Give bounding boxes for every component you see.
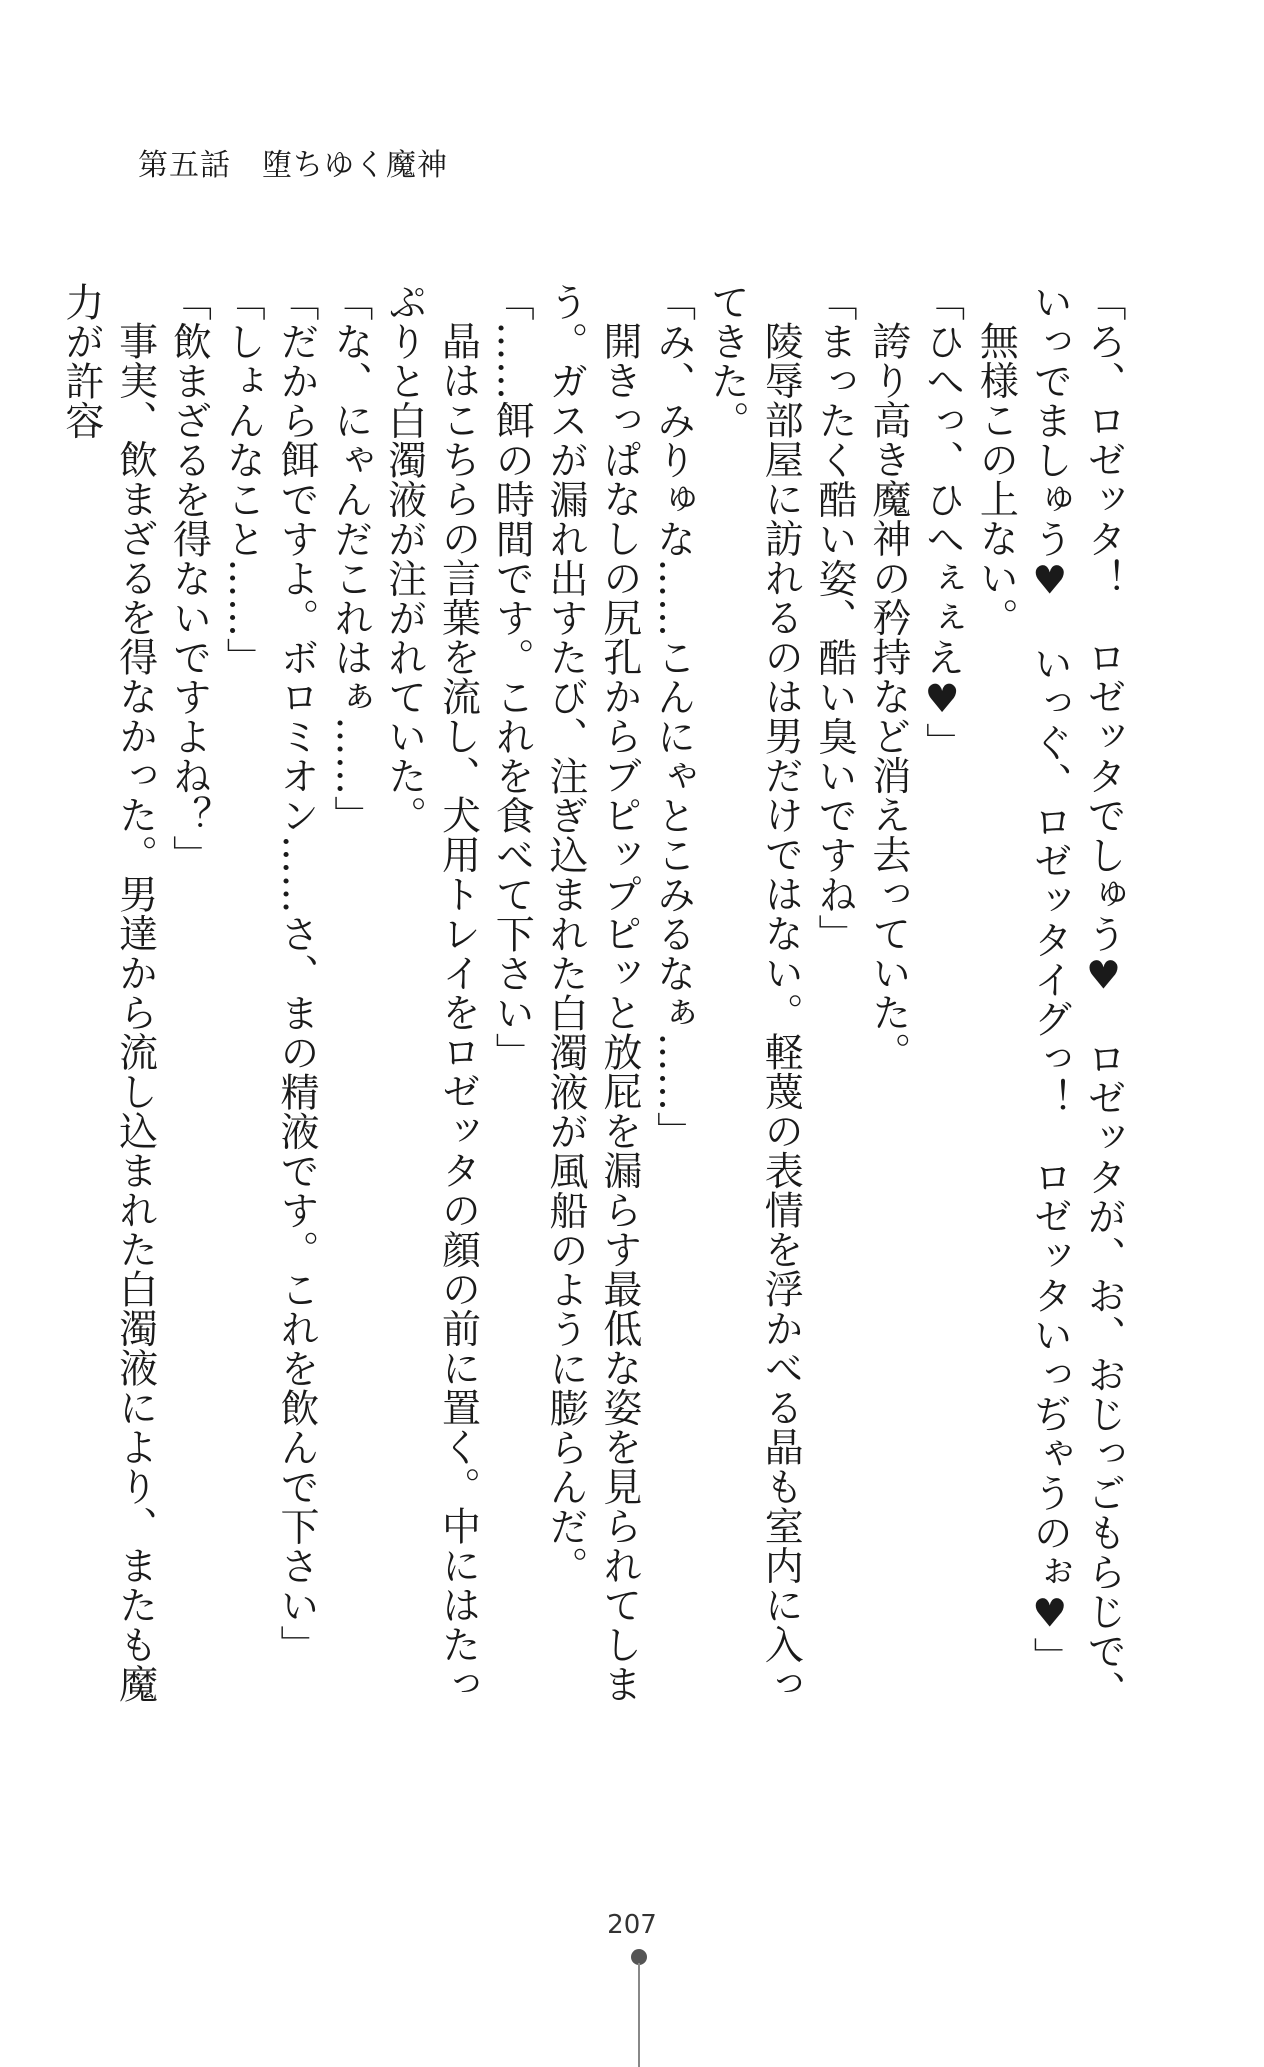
- paragraph: 「ろ、ロゼッタ！ ロゼッタでしゅう♥ ロゼッタが、お、おじっごもらじで、いっでましゅう♥ いっぐ、ロゼッタイグっ！ ロゼッタいっぢゃうのぉ♥」: [1027, 282, 1126, 1710]
- paragraph: 「ひへっ、ひへぇぇえ♥」: [919, 282, 965, 762]
- paragraph: 晶はこちらの言葉を流し、犬用トレイをロゼッタの顔の前に置く。中にはたっぷりと白濁液が注がれていた。: [381, 282, 481, 1704]
- paragraph: 「……餌の時間です。これを食べて下さい」: [489, 282, 535, 1072]
- paragraph: 「な、にゃんだこれはぁ……」: [327, 282, 373, 835]
- paragraph: 事実、飲まざるを得なかった。男達から流し込まれた白濁液により、またも魔力が許容: [58, 282, 158, 1704]
- paragraph: 「しょんなこと……」: [220, 282, 266, 677]
- paragraph: 陵辱部屋に訪れるのは男だけではない。軽蔑の表情を浮かべる晶も室内に入ってきた。: [704, 282, 804, 1704]
- paragraph: 誇り高き魔神の矜持など消え去っていた。: [865, 321, 911, 1072]
- vertical-body-text: [58, 282, 1130, 1732]
- page-number: 207: [607, 1910, 657, 1940]
- chapter-title: 第五話 堕ちゆく魔神: [138, 148, 448, 183]
- paragraph: 「だから餌ですよ。ボロミオン……さ、まの精液です。これを飲んで下さい」: [274, 282, 320, 1665]
- paragraph: 「飲まざるを得ないですよね？」: [166, 282, 212, 875]
- paragraph: 「まったく酷い姿、酷い臭いですね」: [812, 282, 858, 954]
- folio-rule: [638, 1963, 640, 2067]
- paragraph: 無様この上ない。: [973, 321, 1019, 637]
- paragraph: 「み、みりゅな……こんにゃとこみるなぁ……」: [650, 282, 696, 1151]
- paragraph: 開きっぱなしの尻孔からブピップピッと放屁を漏らす最低な姿を見られてしまう。ガスが漏れ出すたび、注ぎ込まれた白濁液が風船のように膨らんだ。: [543, 282, 642, 1704]
